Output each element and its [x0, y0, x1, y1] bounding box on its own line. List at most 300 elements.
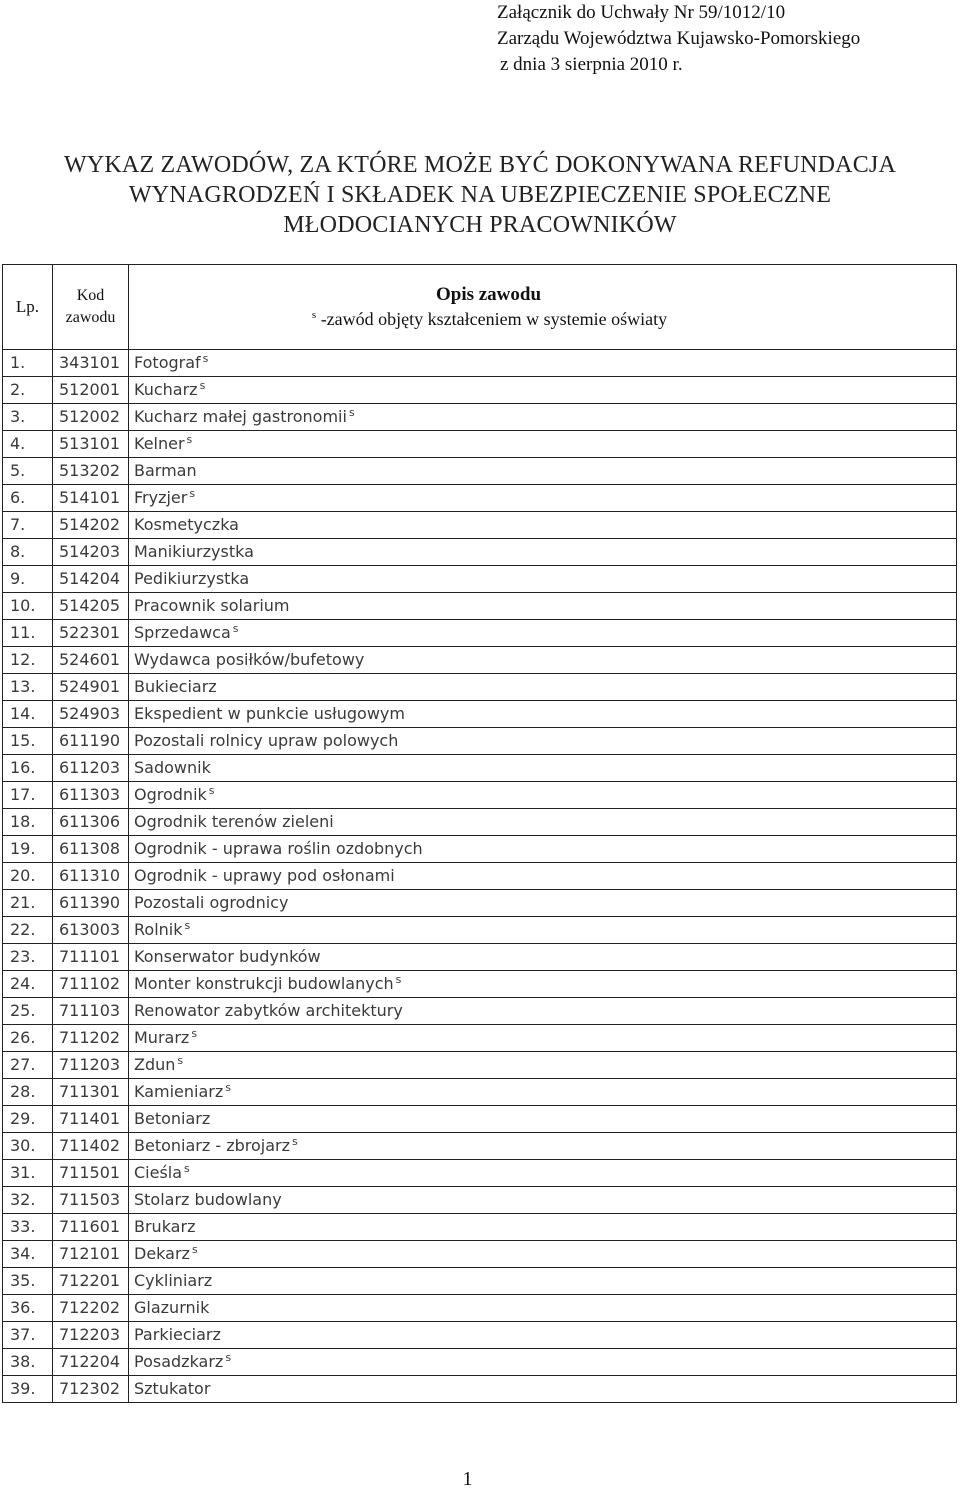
- row-opis-text: Renowator zabytków architektury: [134, 1001, 403, 1020]
- row-kod-text: 514204: [59, 569, 121, 588]
- row-kod: [53, 944, 129, 971]
- row-opis: [129, 890, 957, 917]
- row-opis: [129, 836, 957, 863]
- row-school-marker: s: [177, 1053, 184, 1067]
- row-opis-text: Dekarz: [134, 1244, 190, 1263]
- row-opis: [129, 1106, 957, 1133]
- table-row: [3, 836, 957, 863]
- row-kod-text: 711102: [59, 974, 121, 993]
- row-opis: [129, 917, 957, 944]
- row-opis: [129, 512, 957, 539]
- row-lp: [3, 1052, 53, 1079]
- table-row: [3, 1268, 957, 1295]
- row-opis: [129, 1268, 957, 1295]
- row-lp: [3, 1268, 53, 1295]
- row-lp: [3, 620, 53, 647]
- row-lp-text: 37.: [10, 1325, 36, 1344]
- row-lp: [3, 404, 53, 431]
- row-lp: [3, 485, 53, 512]
- attachment-line-1: Załącznik do Uchwały Nr 59/1012/10: [497, 2, 786, 23]
- row-opis-text: Posadzkarz: [134, 1352, 224, 1371]
- row-kod-text: 711401: [59, 1109, 121, 1128]
- row-school-marker: s: [292, 1134, 298, 1148]
- row-kod-text: 513202: [59, 461, 121, 480]
- row-lp-text: 21.: [10, 893, 36, 912]
- row-school-marker: s: [225, 1080, 231, 1094]
- table-row: [3, 1241, 957, 1268]
- row-opis: [129, 1187, 957, 1214]
- row-kod-text: 514203: [59, 542, 121, 561]
- table-row: [3, 701, 957, 728]
- row-kod: [53, 1106, 129, 1133]
- title-line-1: WYKAZ ZAWODÓW, ZA KTÓRE MOŻE BYĆ DOKONYWANA REFUNDACJA: [64, 152, 896, 178]
- row-kod-text: 522301: [59, 623, 121, 642]
- table-row: [3, 1295, 957, 1322]
- row-kod: [53, 620, 129, 647]
- table-row: [3, 1214, 957, 1241]
- row-lp: [3, 1322, 53, 1349]
- row-lp: [3, 1106, 53, 1133]
- row-opis: [129, 1025, 957, 1052]
- row-lp: [3, 1160, 53, 1187]
- row-lp: [3, 1349, 53, 1376]
- row-kod: [53, 404, 129, 431]
- row-opis: [129, 458, 957, 485]
- row-kod-text: 524903: [59, 704, 121, 723]
- row-kod-text: 711503: [59, 1190, 121, 1209]
- row-school-marker: s: [208, 783, 215, 797]
- row-kod-text: 712201: [59, 1271, 121, 1290]
- professions-table: [2, 264, 957, 1403]
- page-number: 1: [462, 1468, 473, 1490]
- row-kod: [53, 1160, 129, 1187]
- row-kod-text: 711202: [59, 1028, 121, 1047]
- document-title: [0, 150, 960, 240]
- table-row: [3, 1106, 957, 1133]
- row-kod-text: 514205: [59, 596, 121, 615]
- row-kod: [53, 1052, 129, 1079]
- row-opis-text: Betoniarz - zbrojarz: [134, 1136, 290, 1155]
- row-lp-text: 38.: [10, 1352, 36, 1371]
- table-row: [3, 431, 957, 458]
- row-lp-text: 18.: [10, 812, 36, 831]
- row-opis-text: Cieśla: [134, 1163, 183, 1182]
- table-row: [3, 1349, 957, 1376]
- row-kod: [53, 809, 129, 836]
- attachment-line-3: z dnia 3 sierpnia 2010 r.: [500, 54, 683, 75]
- row-kod: [53, 1214, 129, 1241]
- row-lp: [3, 1079, 53, 1106]
- row-school-marker: s: [184, 1161, 190, 1175]
- row-lp: [3, 593, 53, 620]
- row-opis-text: Monter konstrukcji budowlanych: [134, 974, 394, 993]
- row-kod-text: 513101: [59, 434, 121, 453]
- header-opis-marker: s: [311, 309, 317, 321]
- table-row: [3, 944, 957, 971]
- row-opis: [129, 1160, 957, 1187]
- row-lp-text: 28.: [10, 1082, 36, 1101]
- row-lp: [3, 998, 53, 1025]
- row-opis-text: Ekspedient w punkcie usługowym: [134, 704, 405, 723]
- row-lp: [3, 647, 53, 674]
- row-opis: [129, 755, 957, 782]
- row-kod-text: 712302: [59, 1379, 121, 1398]
- attachment-line-2: Zarządu Województwa Kujawsko-Pomorskiego: [497, 28, 861, 49]
- row-opis-text: Rolnik: [134, 920, 183, 939]
- row-opis-text: Kamieniarz: [134, 1082, 224, 1101]
- attachment-note: [497, 0, 937, 78]
- row-kod-text: 611303: [59, 785, 121, 804]
- header-lp-label: Lp.: [15, 297, 40, 316]
- row-kod-text: 712203: [59, 1325, 121, 1344]
- row-opis-text: Bukieciarz: [134, 677, 217, 696]
- row-opis-text: Pozostali ogrodnicy: [134, 893, 289, 912]
- row-kod: [53, 458, 129, 485]
- row-kod-text: 514101: [59, 488, 121, 507]
- row-kod-text: 524901: [59, 677, 121, 696]
- row-kod-text: 611306: [59, 812, 121, 831]
- header-kod-line-2: zawodu: [65, 309, 116, 326]
- row-opis-text: Pedikiurzystka: [134, 569, 250, 588]
- row-lp: [3, 1214, 53, 1241]
- row-opis-text: Ogrodnik terenów zieleni: [134, 812, 334, 831]
- table-row: [3, 998, 957, 1025]
- row-kod-text: 711301: [59, 1082, 121, 1101]
- row-kod: [53, 539, 129, 566]
- row-kod-text: 613003: [59, 920, 121, 939]
- row-kod-text: 712202: [59, 1298, 121, 1317]
- row-kod: [53, 1025, 129, 1052]
- table-row: [3, 566, 957, 593]
- row-lp-text: 2.: [10, 380, 26, 399]
- header-opis-sub-text: -zawód objęty kształceniem w systemie oświaty: [320, 309, 668, 329]
- row-opis-text: Pozostali rolnicy upraw polowych: [134, 731, 399, 750]
- row-opis-text: Zdun: [134, 1055, 176, 1074]
- row-kod-text: 611190: [59, 731, 121, 750]
- row-kod: [53, 377, 129, 404]
- row-lp: [3, 701, 53, 728]
- row-kod-text: 711402: [59, 1136, 121, 1155]
- row-opis-text: Ogrodnik: [134, 785, 207, 804]
- row-opis-text: Cykliniarz: [134, 1271, 213, 1290]
- row-opis: [129, 1322, 957, 1349]
- row-lp: [3, 728, 53, 755]
- row-kod-text: 711501: [59, 1163, 121, 1182]
- row-lp-text: 27.: [10, 1055, 36, 1074]
- row-lp: [3, 944, 53, 971]
- row-opis: [129, 701, 957, 728]
- row-school-marker: s: [395, 972, 402, 986]
- row-lp-text: 3.: [10, 407, 26, 426]
- table-row: [3, 890, 957, 917]
- row-opis-text: Sadownik: [134, 758, 211, 777]
- row-opis: [129, 350, 957, 377]
- row-lp-text: 6.: [10, 488, 26, 507]
- row-kod-text: 711601: [59, 1217, 121, 1236]
- row-lp: [3, 1187, 53, 1214]
- row-opis: [129, 566, 957, 593]
- row-opis: [129, 647, 957, 674]
- row-lp-text: 10.: [10, 596, 36, 615]
- table-row: [3, 782, 957, 809]
- title-line-3: MŁODOCIANYCH PRACOWNIKÓW: [283, 212, 677, 238]
- row-lp-text: 4.: [10, 434, 26, 453]
- row-school-marker: s: [225, 1350, 232, 1364]
- row-opis: [129, 1295, 957, 1322]
- row-kod: [53, 755, 129, 782]
- row-opis: [129, 863, 957, 890]
- row-opis-text: Murarz: [134, 1028, 190, 1047]
- row-kod: [53, 836, 129, 863]
- row-kod: [53, 350, 129, 377]
- row-opis: [129, 431, 957, 458]
- header-opis: [129, 265, 957, 350]
- row-opis: [129, 1241, 957, 1268]
- row-lp-text: 9.: [10, 569, 26, 588]
- row-kod: [53, 1349, 129, 1376]
- row-opis: [129, 1079, 957, 1106]
- row-lp-text: 12.: [10, 650, 36, 669]
- row-lp-text: 23.: [10, 947, 36, 966]
- row-lp-text: 22.: [10, 920, 36, 939]
- row-opis: [129, 809, 957, 836]
- table-row: [3, 917, 957, 944]
- row-opis-text: Wydawca posiłków/bufetowy: [134, 650, 365, 669]
- row-opis-text: Ogrodnik - uprawa roślin ozdobnych: [134, 839, 423, 858]
- header-kod-line-1: Kod: [76, 287, 105, 304]
- row-opis: [129, 377, 957, 404]
- table-row: [3, 1025, 957, 1052]
- row-kod: [53, 1376, 129, 1403]
- row-opis-text: Kosmetyczka: [134, 515, 239, 534]
- header-opis-subtitle: [21, 307, 956, 331]
- row-lp-text: 32.: [10, 1190, 36, 1209]
- row-lp: [3, 512, 53, 539]
- row-kod-text: 514202: [59, 515, 121, 534]
- row-opis: [129, 944, 957, 971]
- row-kod-text: 611390: [59, 893, 121, 912]
- row-school-marker: s: [186, 432, 193, 446]
- row-kod-text: 611308: [59, 839, 121, 858]
- table-row: [3, 1322, 957, 1349]
- row-opis: [129, 971, 957, 998]
- row-lp: [3, 539, 53, 566]
- row-lp-text: 17.: [10, 785, 36, 804]
- row-lp-text: 5.: [10, 461, 26, 480]
- row-lp: [3, 890, 53, 917]
- row-school-marker: s: [184, 918, 191, 932]
- row-opis-text: Sprzedawca: [134, 623, 231, 642]
- row-kod: [53, 1295, 129, 1322]
- row-opis-text: Fotograf: [134, 353, 201, 372]
- row-lp-text: 36.: [10, 1298, 36, 1317]
- table-row: [3, 539, 957, 566]
- row-kod-text: 711203: [59, 1055, 121, 1074]
- row-opis-text: Kelner: [134, 434, 185, 453]
- row-opis: [129, 1376, 957, 1403]
- row-opis: [129, 539, 957, 566]
- table-row: [3, 728, 957, 755]
- row-opis: [129, 998, 957, 1025]
- table-row: [3, 1187, 957, 1214]
- row-kod: [53, 566, 129, 593]
- row-kod: [53, 1187, 129, 1214]
- row-lp: [3, 863, 53, 890]
- table-row: [3, 458, 957, 485]
- row-opis: [129, 782, 957, 809]
- row-lp: [3, 1025, 53, 1052]
- row-lp: [3, 674, 53, 701]
- row-kod-text: 611310: [59, 866, 121, 885]
- row-opis-text: Sztukator: [134, 1379, 211, 1398]
- row-kod: [53, 431, 129, 458]
- row-lp-text: 1.: [10, 353, 26, 372]
- row-kod-text: 524601: [59, 650, 121, 669]
- table-row: [3, 674, 957, 701]
- row-lp-text: 33.: [10, 1217, 36, 1236]
- table-row: [3, 512, 957, 539]
- row-lp-text: 29.: [10, 1109, 36, 1128]
- row-opis: [129, 1214, 957, 1241]
- row-opis: [129, 1349, 957, 1376]
- row-lp: [3, 1295, 53, 1322]
- row-lp: [3, 809, 53, 836]
- row-lp-text: 14.: [10, 704, 36, 723]
- row-opis: [129, 728, 957, 755]
- table-row: [3, 1160, 957, 1187]
- table-row: [3, 485, 957, 512]
- table-row: [3, 971, 957, 998]
- header-opis-title: Opis zawodu: [435, 284, 542, 305]
- row-opis-text: Barman: [134, 461, 197, 480]
- row-kod: [53, 1241, 129, 1268]
- row-school-marker: s: [348, 405, 355, 419]
- row-opis-text: Ogrodnik - uprawy pod osłonami: [134, 866, 395, 885]
- row-lp-text: 13.: [10, 677, 36, 696]
- row-kod: [53, 782, 129, 809]
- row-kod: [53, 593, 129, 620]
- row-lp-text: 34.: [10, 1244, 36, 1263]
- row-lp: [3, 431, 53, 458]
- table-row: [3, 1079, 957, 1106]
- row-opis-text: Pracownik solarium: [134, 596, 290, 615]
- row-lp-text: 16.: [10, 758, 36, 777]
- row-kod-text: 712101: [59, 1244, 121, 1263]
- table-row: [3, 404, 957, 431]
- title-line-2: WYNAGRODZEŃ I SKŁADEK NA UBEZPIECZENIE SPOŁECZNE: [128, 182, 832, 208]
- row-lp: [3, 1241, 53, 1268]
- row-school-marker: s: [191, 1242, 198, 1256]
- row-lp-text: 25.: [10, 1001, 36, 1020]
- row-opis: [129, 1133, 957, 1160]
- row-kod: [53, 998, 129, 1025]
- row-opis: [129, 620, 957, 647]
- row-opis-text: Kucharz małej gastronomii: [134, 407, 347, 426]
- row-opis-text: Stolarz budowlany: [134, 1190, 282, 1209]
- row-kod: [53, 890, 129, 917]
- row-kod-text: 711101: [59, 947, 121, 966]
- row-lp: [3, 1133, 53, 1160]
- row-kod: [53, 1322, 129, 1349]
- row-opis-text: Betoniarz: [134, 1109, 211, 1128]
- row-kod: [53, 1079, 129, 1106]
- table-row: [3, 1052, 957, 1079]
- row-opis-text: Manikiurzystka: [134, 542, 254, 561]
- row-lp-text: 35.: [10, 1271, 36, 1290]
- row-opis: [129, 593, 957, 620]
- row-lp: [3, 836, 53, 863]
- row-lp: [3, 566, 53, 593]
- row-opis: [129, 674, 957, 701]
- row-opis: [129, 485, 957, 512]
- row-kod: [53, 512, 129, 539]
- row-lp-text: 20.: [10, 866, 36, 885]
- row-school-marker: s: [191, 1026, 198, 1040]
- table-row: [3, 620, 957, 647]
- row-kod: [53, 728, 129, 755]
- row-kod-text: 611203: [59, 758, 121, 777]
- row-lp: [3, 755, 53, 782]
- row-lp-text: 11.: [10, 623, 36, 642]
- row-school-marker: s: [199, 378, 206, 392]
- row-lp: [3, 350, 53, 377]
- table-row: [3, 755, 957, 782]
- row-kod: [53, 647, 129, 674]
- row-kod-text: 512002: [59, 407, 121, 426]
- row-lp: [3, 782, 53, 809]
- table-row: [3, 809, 957, 836]
- row-lp-text: 39.: [10, 1379, 36, 1398]
- row-kod: [53, 971, 129, 998]
- row-opis-text: Glazurnik: [134, 1298, 210, 1317]
- row-lp-text: 8.: [10, 542, 26, 561]
- row-kod-text: 712204: [59, 1352, 121, 1371]
- row-school-marker: s: [232, 621, 239, 635]
- row-opis: [129, 1052, 957, 1079]
- row-school-marker: s: [202, 351, 209, 365]
- table-row: [3, 377, 957, 404]
- row-kod: [53, 485, 129, 512]
- row-opis-text: Parkieciarz: [134, 1325, 221, 1344]
- row-lp-text: 26.: [10, 1028, 36, 1047]
- table-row: [3, 647, 957, 674]
- row-school-marker: s: [189, 486, 196, 500]
- row-kod: [53, 701, 129, 728]
- row-opis-text: Kucharz: [134, 380, 198, 399]
- row-lp-text: 31.: [10, 1163, 36, 1182]
- row-lp: [3, 458, 53, 485]
- row-opis-text: Fryzjer: [134, 488, 188, 507]
- row-kod: [53, 1268, 129, 1295]
- row-kod: [53, 917, 129, 944]
- row-lp-text: 24.: [10, 974, 36, 993]
- row-kod: [53, 1133, 129, 1160]
- row-lp: [3, 971, 53, 998]
- row-opis: [129, 404, 957, 431]
- row-lp-text: 15.: [10, 731, 36, 750]
- row-kod-text: 711103: [59, 1001, 121, 1020]
- row-lp-text: 7.: [10, 515, 26, 534]
- row-kod: [53, 674, 129, 701]
- row-lp: [3, 377, 53, 404]
- table-body: [3, 350, 957, 1403]
- table-header-row: [3, 265, 957, 350]
- row-kod-text: 512001: [59, 380, 121, 399]
- row-opis-text: Brukarz: [134, 1217, 196, 1236]
- table-row: [3, 350, 957, 377]
- row-lp: [3, 917, 53, 944]
- row-opis-text: Konserwator budynków: [134, 947, 321, 966]
